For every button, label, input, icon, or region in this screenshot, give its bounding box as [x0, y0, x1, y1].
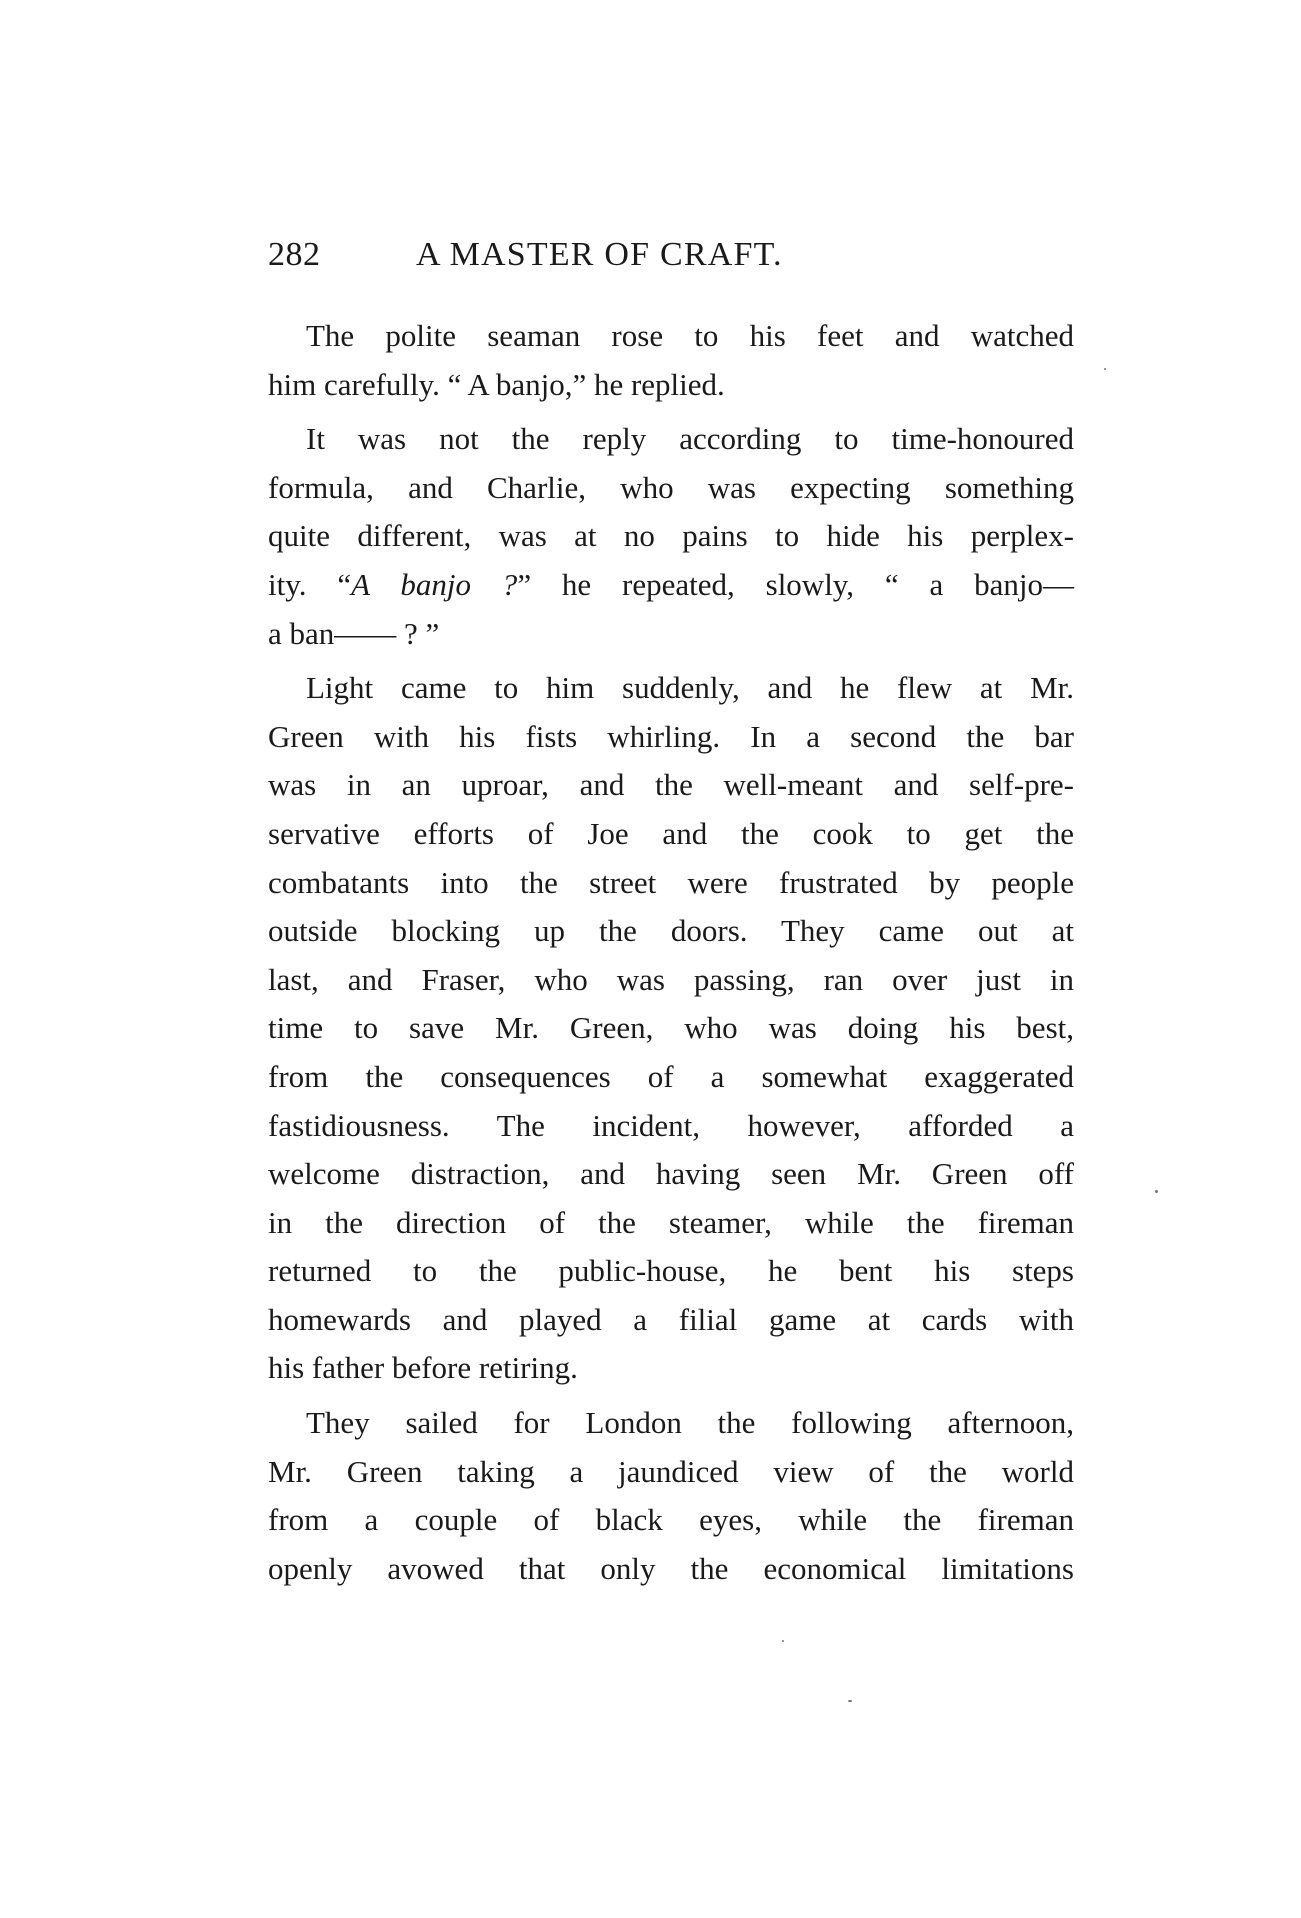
- text-line: combatants into the street were frustrated by people: [268, 864, 1074, 900]
- scan-speck: [782, 1640, 784, 1642]
- running-head: [268, 236, 1078, 286]
- text-line: formula, and Charlie, who was expecting something: [268, 469, 1074, 505]
- text-line: him carefully. “ A banjo,” he replied.: [268, 366, 725, 402]
- text-line: from a couple of black eyes, while the fireman: [268, 1502, 1074, 1538]
- text-line: homewards and played a filial game at cards with: [268, 1301, 1074, 1337]
- text-line: The polite seaman rose to his feet and watched: [306, 318, 1074, 353]
- scan-speck: [848, 1700, 852, 1702]
- text-line: his father before retiring.: [268, 1350, 578, 1386]
- text-line: servative efforts of Joe and the cook to get the: [268, 815, 1074, 851]
- text-line: time to save Mr. Green, who was doing his best,: [268, 1010, 1074, 1046]
- text-line: Green with his fists whirling. In a second the bar: [268, 718, 1074, 754]
- text-line: was in an uproar, and the well-meant and self-pre-: [268, 767, 1074, 803]
- text-segment: ” he repeated, slowly, “ a banjo—: [517, 566, 1075, 602]
- text-line: quite different, was at no pains to hide his perplex-: [268, 518, 1074, 554]
- text-line: fastidiousness. The incident, however, afforded a: [268, 1107, 1074, 1143]
- text-line: outside blocking up the doors. They came out at: [268, 913, 1074, 949]
- italic-text: A banjo ?: [351, 566, 518, 602]
- text-line-with-italic: [268, 561, 1074, 610]
- text-line: welcome distraction, and having seen Mr. Green off: [268, 1156, 1074, 1192]
- page-number: 282: [268, 236, 321, 273]
- text-line: They sailed for London the following afternoon,: [306, 1405, 1074, 1441]
- body-text: [268, 312, 1074, 1593]
- running-title: A MASTER OF CRAFT.: [416, 236, 783, 273]
- text-line: a ban—— ? ”: [268, 615, 440, 651]
- text-segment: ity. “: [268, 566, 352, 602]
- text-line: from the consequences of a somewhat exaggerated: [268, 1058, 1074, 1094]
- text-line: Light came to him suddenly, and he flew at Mr.: [306, 670, 1074, 706]
- scan-speck: [1155, 1190, 1158, 1193]
- text-line: last, and Fraser, who was passing, ran over just in: [268, 961, 1074, 997]
- text-line: openly avowed that only the economical limitations: [268, 1550, 1074, 1586]
- text-line: returned to the public-house, he bent his steps: [268, 1253, 1074, 1289]
- text-line: It was not the reply according to time-honoured: [306, 421, 1074, 457]
- scan-speck: [1104, 368, 1106, 370]
- text-line: in the direction of the steamer, while the fireman: [268, 1204, 1074, 1240]
- text-line: Mr. Green taking a jaundiced view of the world: [268, 1453, 1074, 1489]
